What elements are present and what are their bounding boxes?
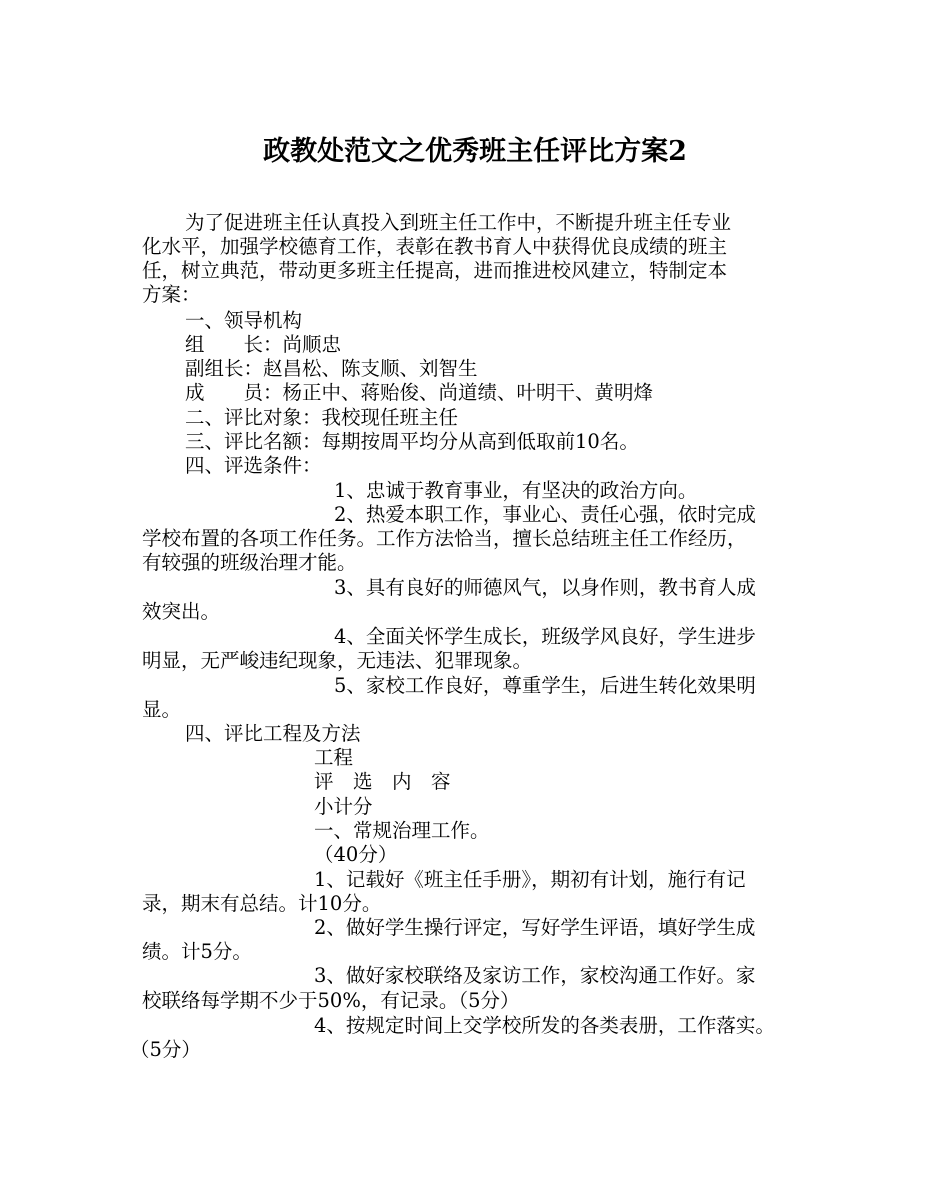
table-cell: 3、做好家校联络及家访工作，家校沟通工作好。家 xyxy=(314,964,756,987)
body-line: 为了促进班主任认真投入到班主任工作中，不断提升班主任专业 xyxy=(185,211,732,234)
table-cell-heading: 工程 xyxy=(314,746,354,769)
section-heading: 一、领导机构 xyxy=(185,309,303,332)
body-line: 5、家校工作良好，尊重学生，后进生转化效果明 xyxy=(334,674,756,697)
table-cell: 4、按规定时间上交学校所发的各类表册，工作落实。 xyxy=(314,1014,775,1037)
table-cell: 校联络每学期不少于50%，有记录。（5分） xyxy=(142,989,520,1012)
table-cell: （5分） xyxy=(130,1038,201,1061)
body-line: 明显，无严峻违纪现象，无违法、犯罪现象。 xyxy=(142,649,533,672)
body-line: 3、具有良好的师德风气，以身作则，教书育人成 xyxy=(334,576,756,599)
body-line: 4、全面关怀学生成长，班级学风良好，学生进步 xyxy=(334,625,756,648)
body-line: 效突出。 xyxy=(142,600,221,623)
document-title: 政教处范文之优秀班主任评比方案2 xyxy=(263,136,687,167)
section-heading: 三、评比名额：每期按周平均分从高到低取前10名。 xyxy=(185,430,639,453)
section-heading: 四、评比工程及方法 xyxy=(185,722,361,745)
table-cell: 录，期末有总结。计10分。 xyxy=(142,892,382,915)
section-heading: 四、评选条件： xyxy=(185,454,322,477)
body-line: 2、热爱本职工作，事业心、责任心强，依时完成 xyxy=(334,503,756,526)
body-line: 成 员：杨正中、蒋贻俊、尚道绩、叶明干、黄明烽 xyxy=(185,381,654,404)
table-cell: 一、常规治理工作。 xyxy=(314,819,490,842)
table-cell-heading: 评 选 内 容 xyxy=(314,770,451,793)
body-line: 组 长：尚顺忠 xyxy=(185,333,342,356)
body-line: 任，树立典范，带动更多班主任提高，进而推进校风建立，特制定本 xyxy=(142,259,728,282)
table-cell: 绩。计5分。 xyxy=(142,940,252,963)
body-line: 1、忠诚于教育事业，有坚决的政治方向。 xyxy=(334,479,698,502)
body-line: 方案： xyxy=(142,283,201,306)
body-line: 有较强的班级治理才能。 xyxy=(142,551,357,574)
body-line: 化水平，加强学校德育工作，表彰在教书育人中获得优良成绩的班主 xyxy=(142,235,728,258)
table-cell: （40分） xyxy=(314,843,398,866)
body-line: 学校布置的各项工作任务。工作方法恰当，擅长总结班主任工作经历， xyxy=(142,527,747,550)
table-cell: 1、记载好《班主任手册》，期初有计划，施行有记 xyxy=(314,868,746,891)
table-cell-heading: 小计分 xyxy=(314,795,373,818)
section-heading: 二、评比对象：我校现任班主任 xyxy=(185,406,459,429)
body-line: 显。 xyxy=(142,698,182,721)
body-line: 副组长：赵昌松、陈支顺、刘智生 xyxy=(185,357,478,380)
table-cell: 2、做好学生操行评定，写好学生评语，填好学生成 xyxy=(314,916,756,939)
